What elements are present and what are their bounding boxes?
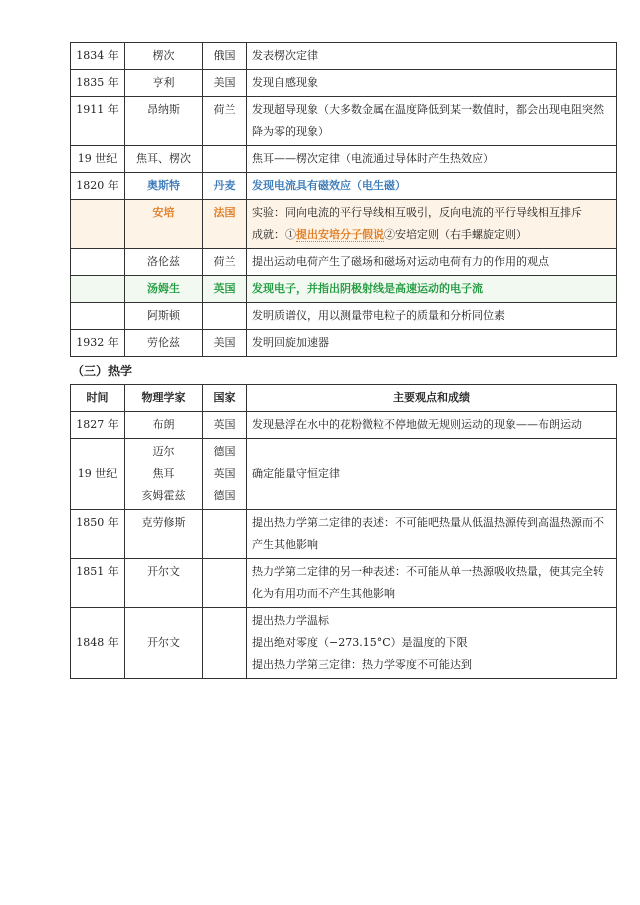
achievement-cell: 发明回旋加速器 — [247, 330, 617, 357]
year-cell: 1911 年 — [71, 97, 125, 146]
achievement-cell — [247, 200, 617, 249]
country-cell — [203, 303, 247, 330]
table-row — [71, 276, 617, 303]
country-cell — [203, 510, 247, 559]
physicist-cell: 开尔文 — [125, 608, 203, 679]
year-cell — [71, 303, 125, 330]
achievement-cell — [247, 608, 617, 679]
country-cell — [203, 146, 247, 173]
physicist-cell: 布朗 — [125, 412, 203, 439]
year-cell — [71, 200, 125, 249]
country-cell: 英国 — [203, 276, 247, 303]
table-row — [71, 70, 617, 97]
physicist-cell: 开尔文 — [125, 559, 203, 608]
table-row — [71, 412, 617, 439]
physicist-cell: 安培 — [125, 200, 203, 249]
achievement-cell: 发现自感现象 — [247, 70, 617, 97]
country-name: 德国 — [213, 445, 236, 458]
year-cell: 1850 年 — [71, 510, 125, 559]
physicist-name: 迈尔 — [152, 445, 175, 458]
year-cell: 1827 年 — [71, 412, 125, 439]
table-row — [71, 608, 617, 679]
table-row — [71, 173, 617, 200]
table-row — [71, 330, 617, 357]
header-physicist: 物理学家 — [125, 385, 203, 412]
country-cell — [203, 608, 247, 679]
achievement-cell: 发现电流具有磁效应（电生磁） — [247, 173, 617, 200]
physicist-cell: 昂纳斯 — [125, 97, 203, 146]
header-time: 时间 — [71, 385, 125, 412]
electromagnetism-table — [70, 42, 617, 357]
year-cell: 1834 年 — [71, 43, 125, 70]
thermodynamics-table — [70, 384, 617, 679]
country-name: 德国 — [213, 489, 236, 502]
header-country: 国家 — [203, 385, 247, 412]
year-cell: 19 世纪 — [71, 146, 125, 173]
achievement-suffix: ②安培定则（右手螺旋定则） — [384, 228, 527, 241]
table-row — [71, 439, 617, 510]
achievement-prefix: 成就：① — [252, 228, 296, 241]
physicist-cell: 洛伦兹 — [125, 249, 203, 276]
experiment-line: 实验：同向电流的平行导线相互吸引，反向电流的平行导线相互排斥 — [252, 206, 582, 219]
physicist-cell: 汤姆生 — [125, 276, 203, 303]
physicist-cell: 克劳修斯 — [125, 510, 203, 559]
table-row — [71, 559, 617, 608]
table-row — [71, 146, 617, 173]
section-title: （三）热学 — [72, 364, 133, 378]
table-row — [71, 303, 617, 330]
country-cell: 荷兰 — [203, 249, 247, 276]
achievement-cell: 发现超导现象（大多数金属在温度降低到某一数值时，都会出现电阻突然降为零的现象） — [247, 97, 617, 146]
table-row — [71, 249, 617, 276]
year-cell: 1851 年 — [71, 559, 125, 608]
year-cell: 1932 年 — [71, 330, 125, 357]
achievement-cell: 确定能量守恒定律 — [247, 439, 617, 510]
table-row — [71, 510, 617, 559]
achievement-cell: 提出热力学第二定律的表述：不可能吧热量从低温热源传到高温热源而不产生其他影响 — [247, 510, 617, 559]
header-achievement: 主要观点和成绩 — [247, 385, 617, 412]
achievement-cell: 焦耳——楞次定律（电流通过导体时产生热效应） — [247, 146, 617, 173]
table-row — [71, 200, 617, 249]
achievement-line: 提出热力学温标 — [252, 614, 329, 627]
year-cell: 1848 年 — [71, 608, 125, 679]
country-cell: 丹麦 — [203, 173, 247, 200]
achievement-cell: 热力学第二定律的另一种表述：不可能从单一热源吸收热量，使其完全转化为有用功而不产生其他影响 — [247, 559, 617, 608]
country-cell — [203, 439, 247, 510]
physicist-cell: 焦耳、楞次 — [125, 146, 203, 173]
country-cell: 美国 — [203, 70, 247, 97]
country-cell: 英国 — [203, 412, 247, 439]
year-cell: 1835 年 — [71, 70, 125, 97]
table-row — [71, 97, 617, 146]
physicist-cell: 劳伦兹 — [125, 330, 203, 357]
molecular-hypothesis-highlight: 提出安培分子假说 — [296, 228, 384, 241]
country-cell: 美国 — [203, 330, 247, 357]
year-cell — [71, 249, 125, 276]
physicist-cell: 奥斯特 — [125, 173, 203, 200]
physicist-cell: 阿斯顿 — [125, 303, 203, 330]
achievement-cell: 发现悬浮在水中的花粉微粒不停地做无规则运动的现象——布朗运动 — [247, 412, 617, 439]
country-cell: 法国 — [203, 200, 247, 249]
physicist-name: 亥姆霍兹 — [141, 489, 186, 502]
achievement-cell: 发现电子，并指出阴极射线是高速运动的电子流 — [247, 276, 617, 303]
achievement-line: 提出绝对零度（−273.15°C）是温度的下限 — [252, 636, 468, 649]
achievement-cell: 发表楞次定律 — [247, 43, 617, 70]
physicist-cell — [125, 439, 203, 510]
achievement-cell: 提出运动电荷产生了磁场和磁场对运动电荷有力的作用的观点 — [247, 249, 617, 276]
year-cell: 19 世纪 — [71, 439, 125, 510]
table-row — [71, 43, 617, 70]
achievement-line: 提出热力学第三定律：热力学零度不可能达到 — [252, 658, 472, 671]
country-name: 英国 — [213, 467, 236, 480]
achievement-cell: 发明质谱仪，用以测量带电粒子的质量和分析同位素 — [247, 303, 617, 330]
country-cell: 荷兰 — [203, 97, 247, 146]
physicist-cell: 楞次 — [125, 43, 203, 70]
country-cell: 俄国 — [203, 43, 247, 70]
year-cell: 1820 年 — [71, 173, 125, 200]
country-cell — [203, 559, 247, 608]
achievement-line — [252, 224, 611, 246]
physicist-cell: 亨利 — [125, 70, 203, 97]
table-header-row — [71, 385, 617, 412]
year-cell — [71, 276, 125, 303]
physicist-name: 焦耳 — [152, 467, 175, 480]
